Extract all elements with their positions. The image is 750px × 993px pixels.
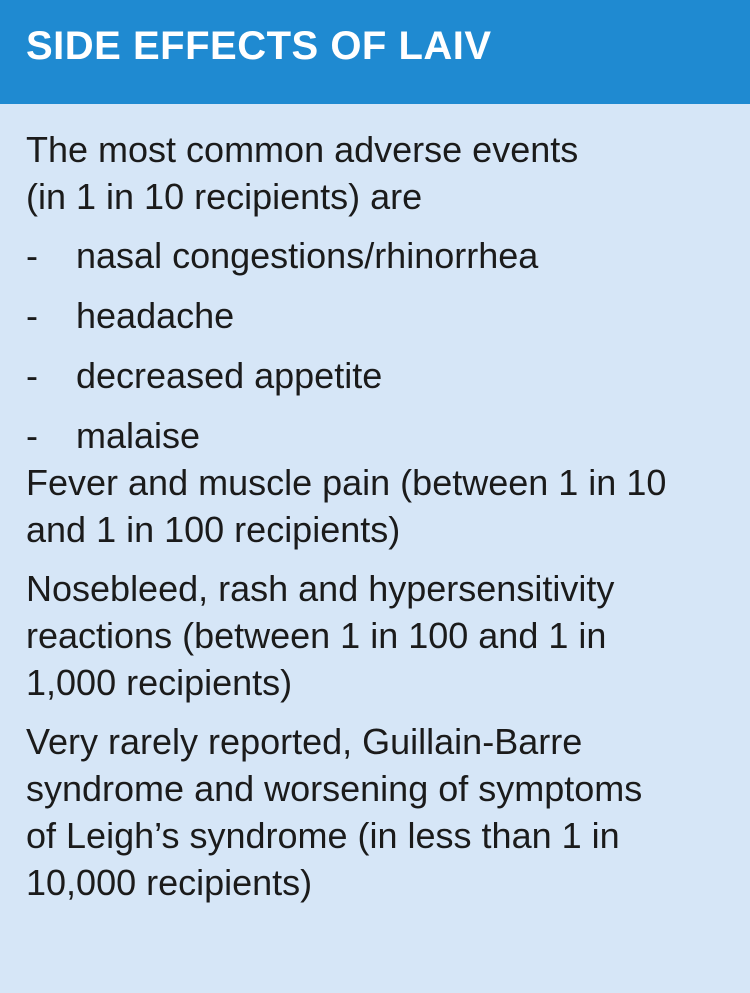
panel-title: SIDE EFFECTS OF LAIV (26, 24, 492, 68)
rare-events-paragraph: Very rarely reported, Guillain-Barre syndrome and worsening of symptoms of Leigh’s syndrome (in less than 1 in 10,000 recipients) (26, 721, 643, 903)
list-item-text: headache (76, 295, 235, 336)
panel-header (0, 0, 750, 104)
list-item-text: nasal congestions/rhinorrhea (76, 235, 539, 276)
list-item (26, 232, 750, 279)
list-item (26, 292, 750, 339)
fever-paragraph: Fever and muscle pain (between 1 in 10 and 1 in 100 recipients) (26, 462, 667, 550)
bullet-dash: - (26, 415, 38, 456)
bullet-dash: - (26, 355, 38, 396)
list-item-text: malaise (76, 415, 201, 456)
bullet-dash: - (26, 295, 38, 336)
bullet-dash: - (26, 235, 38, 276)
nosebleed-paragraph: Nosebleed, rash and hypersensitivity reactions (between 1 in 100 and 1 in 1,000 recipients) (26, 568, 615, 703)
adverse-events-list (26, 232, 750, 459)
panel-content (0, 104, 750, 906)
list-item (26, 412, 750, 459)
list-item (26, 352, 750, 399)
intro-text: The most common adverse events (in 1 in 10 recipients) are (26, 129, 579, 217)
list-item-text: decreased appetite (76, 355, 383, 396)
